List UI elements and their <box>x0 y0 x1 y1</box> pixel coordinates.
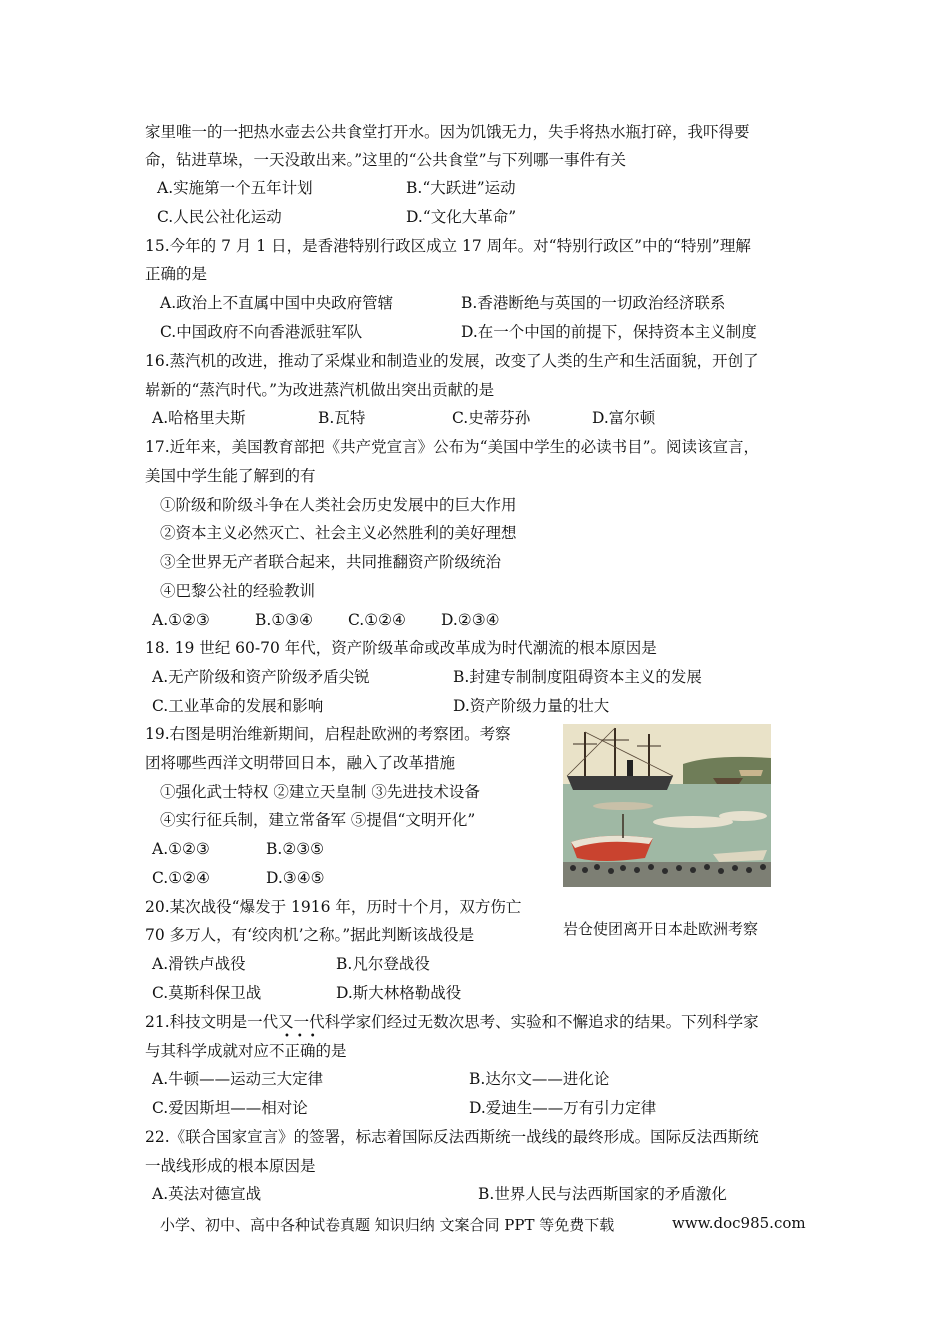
q16-stem-line1: 16.蒸汽机的改进，推动了采煤业和制造业的发展，改变了人类的生产和生活面貌，开创了 <box>145 352 759 370</box>
q22-stem-line2: 一战线形成的根本原因是 <box>145 1157 316 1175</box>
q18-option-d: D.资产阶级力量的壮大 <box>453 697 610 715</box>
footer-url[interactable]: www.doc985.com <box>672 1214 806 1232</box>
emphasis-dots: ••• <box>284 1031 323 1042</box>
q15-option-b: B.香港断绝与英国的一切政治经济联系 <box>461 294 726 312</box>
q19-stem-line2: 团将哪些西洋文明带回日本，融入了改革措施 <box>145 754 456 772</box>
q15-stem-line1: 15.今年的 7 月 1 日，是香港特别行政区成立 17 周年。对“特别行政区”中的“特别”理解 <box>145 237 751 255</box>
page-footer <box>160 1214 806 1235</box>
q19-items-line1: ①强化武士特权 ②建立天皇制 ③先进技术设备 <box>160 783 480 801</box>
q15-option-c: C.中国政府不向香港派驻军队 <box>160 323 363 341</box>
q17-item-2: ②资本主义必然灭亡、社会主义必然胜利的美好理想 <box>160 524 517 542</box>
q14-option-c: C.人民公社化运动 <box>157 208 282 226</box>
q15-option-d: D.在一个中国的前提下，保持资本主义制度 <box>461 323 757 341</box>
q19-stem-line1: 19.右图是明治维新期间，启程赴欧洲的考察团。考察 <box>145 725 511 743</box>
q21-option-a: A.牛顿——运动三大定律 <box>152 1070 324 1088</box>
q17-item-4: ④巴黎公社的经验教训 <box>160 582 316 600</box>
q20-option-a: A.滑铁卢战役 <box>152 955 246 973</box>
q15-option-a: A.政治上不直属中国中央政府管辖 <box>160 294 394 312</box>
q19-option-a: A.①②③ <box>152 840 210 858</box>
iwakura-mission-illustration <box>563 724 771 887</box>
q22-stem-line1: 22.《联合国家宣言》的签署，标志着国际反法西斯统一战线的最终形成。国际反法西斯统 <box>145 1128 759 1146</box>
q17-option-d: D.②③④ <box>441 611 500 629</box>
q15-stem-line2: 正确的是 <box>145 265 208 283</box>
q19-option-b: B.②③⑤ <box>266 840 325 858</box>
q17-stem-line2: 美国中学生能了解到的有 <box>145 467 316 485</box>
q20-option-d: D.斯大林格勒战役 <box>336 984 462 1002</box>
q21-stem-line1: 21.科技文明是一代又一代科学家们经过无数次思考、实验和不懈追求的结果。下列科学家 <box>145 1013 759 1031</box>
q22-option-b: B.世界人民与法西斯国家的矛盾激化 <box>478 1185 727 1203</box>
q16-option-d: D.富尔顿 <box>592 409 656 427</box>
q19-items-line2: ④实行征兵制，建立常备军 ⑤提倡“文明开化” <box>160 811 476 829</box>
q18-stem-line1: 18. 19 世纪 60-70 年代，资产阶级革命或改革成为时代潮流的根本原因是 <box>145 639 657 657</box>
q19-option-c: C.①②④ <box>152 869 210 887</box>
q22-option-a: A.英法对德宣战 <box>152 1185 262 1203</box>
q16-option-b: B.瓦特 <box>318 409 366 427</box>
q20-option-b: B.凡尔登战役 <box>336 955 430 973</box>
q21-option-d: D.爱迪生——万有引力定律 <box>469 1099 657 1117</box>
q16-stem-line2: 崭新的“蒸汽时代。”为改进蒸汽机做出突出贡献的是 <box>145 381 495 399</box>
q21-option-b: B.达尔文——进化论 <box>469 1070 610 1088</box>
q14-stem-line1: 家里唯一的一把热水壶去公共食堂打开水。因为饥饿无力，失手将热水瓶打碎，我吓得要 <box>145 123 750 141</box>
q16-option-a: A.哈格里夫斯 <box>152 409 246 427</box>
q21-stem-line2: 与其科学成就对应不正确的是 <box>145 1042 347 1060</box>
q17-option-c: C.①②④ <box>348 611 406 629</box>
q14-stem-line2: 命，钻进草垛，一天没敢出来。”这里的“公共食堂”与下列哪一事件有关 <box>145 151 627 169</box>
q17-option-a: A.①②③ <box>152 611 210 629</box>
q17-item-1: ①阶级和阶级斗争在人类社会历史发展中的巨大作用 <box>160 496 517 514</box>
q17-item-3: ③全世界无产者联合起来，共同推翻资产阶级统治 <box>160 553 502 571</box>
q18-option-c: C.工业革命的发展和影响 <box>152 697 324 715</box>
q20-stem-line2: 70 多万人，有‘绞肉机’之称。”据此判断该战役是 <box>145 926 475 944</box>
q18-option-b: B.封建专制制度阻碍资本主义的发展 <box>453 668 702 686</box>
q14-option-a: A.实施第一个五年计划 <box>157 179 313 197</box>
q18-option-a: A.无产阶级和资产阶级矛盾尖锐 <box>152 668 370 686</box>
q19-option-d: D.③④⑤ <box>266 869 325 887</box>
q14-option-d: D.“文化大革命” <box>406 208 517 226</box>
q21-option-c: C.爱因斯坦——相对论 <box>152 1099 308 1117</box>
footer-text: 小学、初中、高中各种试卷真题 知识归纳 文案合同 PPT 等免费下载 <box>160 1216 615 1234</box>
q20-stem-line1: 20.某次战役“爆发于 1916 年，历时十个月，双方伤亡 <box>145 898 522 916</box>
q14-option-b: B.“大跃进”运动 <box>406 179 516 197</box>
q20-option-c: C.莫斯科保卫战 <box>152 984 262 1002</box>
figure-caption: 岩仓使团离开日本赴欧洲考察 <box>563 920 759 938</box>
q17-stem-line1: 17.近年来，美国教育部把《共产党宣言》公布为“美国中学生的必读书目”。阅读该宣言， <box>145 438 760 456</box>
q17-option-b: B.①③④ <box>255 611 314 629</box>
q16-option-c: C.史蒂芬孙 <box>452 409 531 427</box>
